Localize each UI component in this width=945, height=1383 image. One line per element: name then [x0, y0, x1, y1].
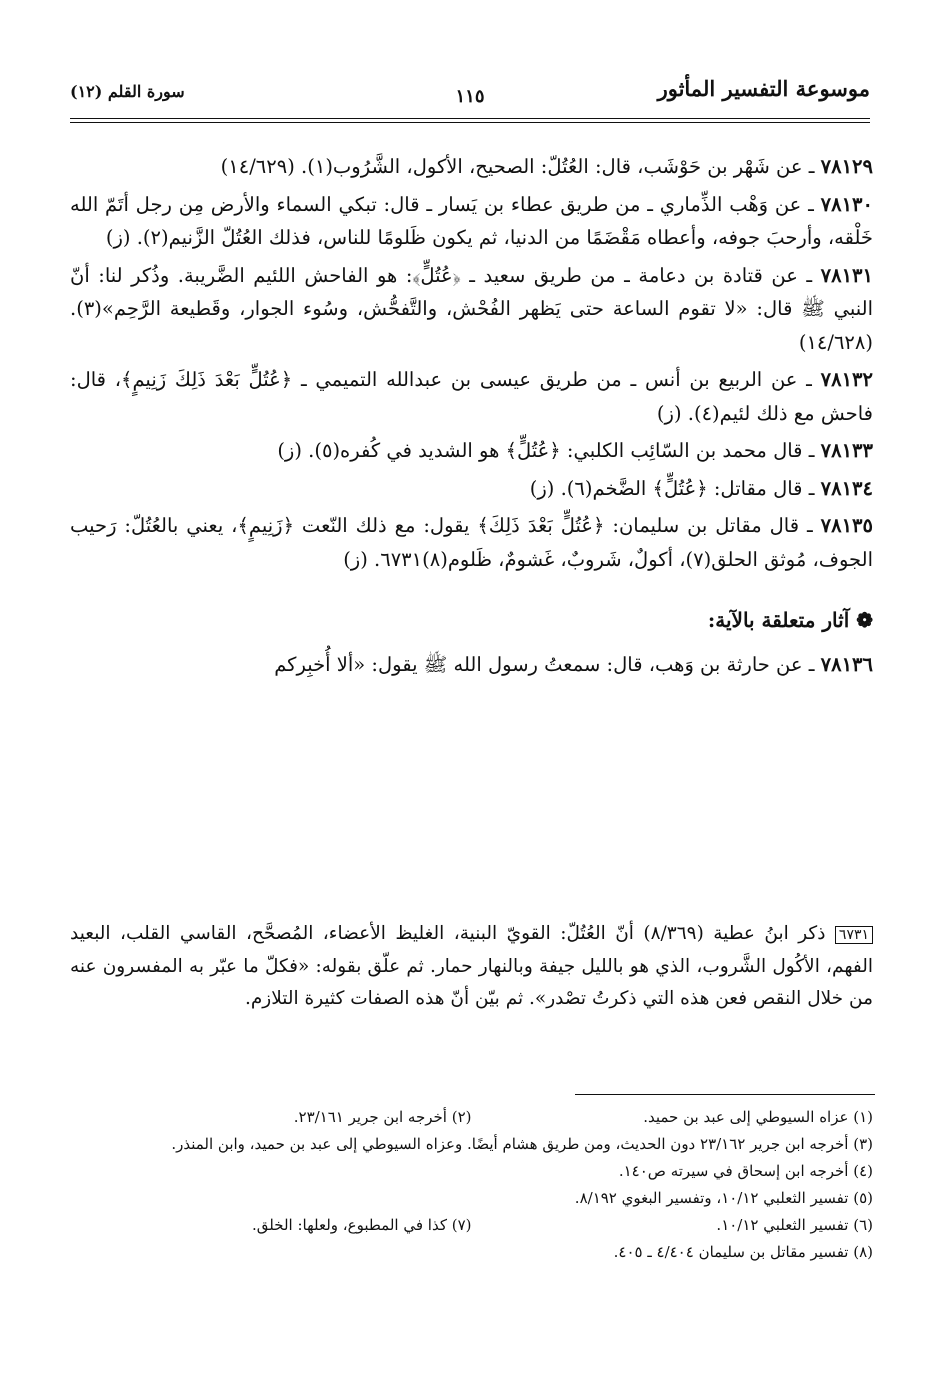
entry-78129: [70, 150, 873, 184]
entry-78134: [70, 472, 873, 506]
entry-number: ٧٨١٣٦: [820, 652, 873, 676]
commentary-note: [70, 918, 873, 1015]
footnote-1: (١) عزاه السيوطي إلى عبد بن حميد.: [643, 1108, 873, 1126]
entry-number: ٧٨١٣٢: [820, 368, 873, 391]
footnote-8: (٨) تفسير مقاتل بن سليمان ٤/٤٠٤ ـ ٤٠٥.: [613, 1243, 873, 1261]
note-text: ذكر ابنُ عطية (٨/٣٦٩) أنّ العُتُلّ: القويّ البنية، الغليظ الأعضاء، المُصحَّح، القاسي القلب، البعيد الفهم، الأكُول الشَّروب، الذي هو بالليل جيفة وبالنهار حمار. ثم علّق بقوله: «فكلّ ما عبّر به المفسرون عنه من خلال النقص فعن هذه التي ذكرتُ تصْدر». ثم بيّن أنّ هذه الصفات كثيرة التلازم.: [70, 923, 873, 1009]
footnote-7: (٧) كذا في المطبوع، ولعلها: الخلق.: [252, 1216, 472, 1234]
main-text: [70, 150, 873, 685]
page-header: [70, 72, 870, 112]
entry-text: ـ عن شَهْر بن حَوْشَب، قال: العُتُلّ: الصحيح، الأكول، الشَّرُوب(١). (١٤/٦٢٩): [220, 155, 815, 178]
entry-number: ٧٨١٣١: [820, 263, 874, 287]
footnotes: [70, 1104, 873, 1266]
entry-78133: [70, 434, 873, 468]
section-title: آثار متعلقة بالآية:: [707, 608, 850, 632]
entry-78135: [70, 509, 873, 576]
header-rule: [70, 118, 870, 119]
footnote-row: [70, 1104, 873, 1131]
entry-text: ـ عن قتادة بن دعامة ـ من طريق سعيد ـ ﴿عُتُلٍّ﴾: هو الفاحش اللئيم الضَّريبة. وذُكر لنا: أنّ النبي ﷺ قال: «لا تقوم الساعة حتى يَظهر الفُحْش، والتَّفحُّش، وسُوء الجوار، وقَطيعة الرَّحِم»(٣). (١٤/٦٢٨): [70, 263, 873, 354]
entry-number: ٧٨١٣٠: [820, 192, 873, 216]
entry-78132: [70, 363, 873, 430]
footnote-6: (٦) تفسير الثعلبي ١٠/١٢.: [716, 1216, 873, 1234]
entry-text: ـ عن حارثة بن وَهب، قال: سمعتُ رسول الله ﷺ يقول: «ألا أُخبِركم: [274, 652, 815, 676]
entry-text: ـ قال مقاتل: ﴿عُتُلٍّ﴾ الضَّخم(٦). (ز): [529, 476, 815, 500]
footnote-4: (٤) أخرجه ابن إسحاق في سيرته ص١٤٠.: [618, 1162, 873, 1180]
entry-78136: [70, 648, 873, 682]
entry-number: ٧٨١٣٣: [820, 439, 873, 462]
footnote-2: (٢) أخرجه ابن جرير ٢٣/١٦١.: [293, 1108, 472, 1126]
entry-text: ـ عن الربيع بن أنس ـ من طريق عيسى بن عبدالله التميمي ـ ﴿عُتُلٍّ بَعْدَ ذَلِكَ زَنِيمٍ﴾، قال: فاحش مع ذلك لئيم(٤). (ز): [70, 368, 873, 425]
footnote-5: (٥) تفسير الثعلبي ١٠/١٢، وتفسير البغوي ٨/١٩٢.: [574, 1189, 873, 1207]
entry-number: ٧٨١٣٥: [820, 514, 873, 537]
footnote-row: [70, 1212, 873, 1239]
section-heading: [70, 604, 873, 638]
entry-text: ـ عن وَهْب الذِّماري ـ من طريق عطاء بن يَسار ـ قال: تبكي السماء والأرض مِن رجل أتَمّ الله خَلْقه، وأرحبَ جوفه، وأعطاه مَقْضَمًا من الدنيا، ثم يكون ظَلومًا للناس، فذلك العُتُلّ الزَّنيم(٢). (ز): [70, 192, 873, 249]
entry-78131: [70, 259, 873, 360]
entry-text: ـ قال مقاتل بن سليمان: ﴿عُتُلٍّ بَعْدَ ذَلِكَ﴾ يقول: مع ذلك النّعت ﴿زَنِيمٍ﴾، يعني بالعُتُلّ: رَحيب الجوف، مُوثق الحلق(٧)، أكولٌ، شَروبٌ، غَشومٌ، ظَلوم(٨)٦٧٣١. (ز): [70, 514, 873, 571]
entry-text: ـ قال محمد بن السّائِب الكلبي: ﴿عُتُلٍّ﴾ هو الشديد في كُفره(٥). (ز): [277, 439, 815, 462]
footnote-rule: [575, 1094, 875, 1095]
note-tag: ٦٧٣١: [835, 926, 873, 944]
footnote-3: (٣) أخرجه ابن جرير ٢٣/١٦٢ دون الحديث، ومن طريق هشام أيضًا. وعزاه السيوطي إلى عبد بن حميد، وابن المنذر.: [171, 1135, 873, 1153]
flower-ornament-icon: ❁: [856, 608, 873, 632]
page-number: ١١٥: [445, 86, 494, 107]
book-title: موسوعة التفسير المأثور: [657, 76, 870, 101]
surah-title: سورة القلم (١٢): [70, 82, 185, 101]
entry-number: ٧٨١٢٩: [820, 155, 873, 178]
entry-78130: [70, 188, 873, 255]
entry-number: ٧٨١٣٤: [820, 476, 873, 500]
header-rule-thin: [70, 122, 870, 123]
